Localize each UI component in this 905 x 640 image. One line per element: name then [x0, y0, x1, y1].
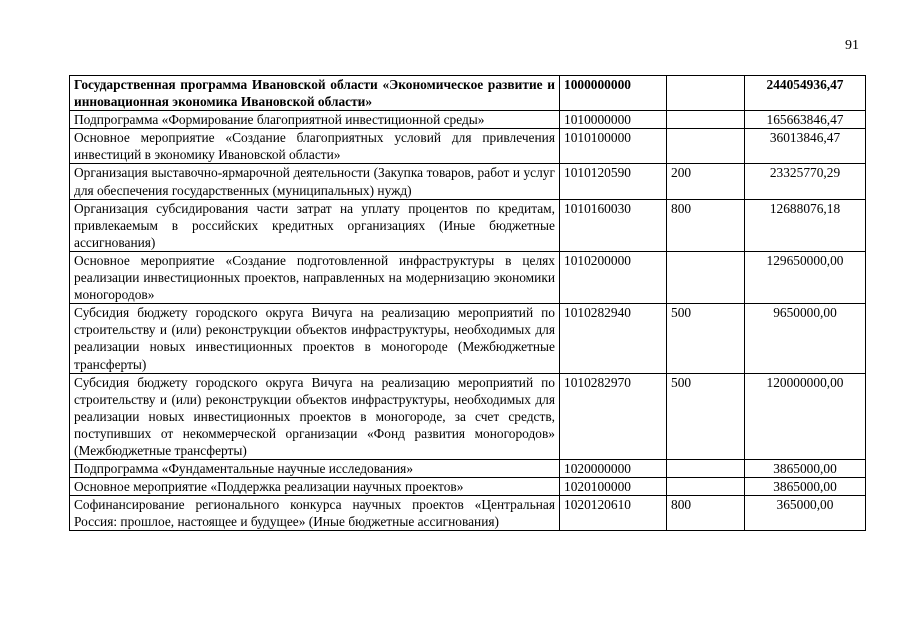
row-code-cell: 1010200000: [560, 251, 667, 303]
table-row: [70, 460, 866, 478]
row-expense-type-cell: 500: [667, 373, 745, 459]
row-code-cell: 1010160030: [560, 199, 667, 251]
row-expense-type-cell: 500: [667, 304, 745, 373]
row-expense-type-cell: [667, 129, 745, 164]
row-amount-cell: 36013846,47: [745, 129, 866, 164]
row-name-cell: Государственная программа Ивановской области «Экономическое развитие и инновационная экономика Ивановской области»: [70, 76, 560, 111]
row-name-cell: Основное мероприятие «Поддержка реализации научных проектов»: [70, 478, 560, 496]
row-amount-cell: 3865000,00: [745, 478, 866, 496]
row-amount-cell: 9650000,00: [745, 304, 866, 373]
table-row: [70, 478, 866, 496]
row-expense-type-cell: [667, 76, 745, 111]
table-row: [70, 111, 866, 129]
row-expense-type-cell: [667, 460, 745, 478]
row-amount-cell: 165663846,47: [745, 111, 866, 129]
row-amount-cell: 23325770,29: [745, 164, 866, 199]
row-amount-cell: 244054936,47: [745, 76, 866, 111]
row-amount-cell: 3865000,00: [745, 460, 866, 478]
row-expense-type-cell: [667, 251, 745, 303]
row-name-cell: Основное мероприятие «Создание благоприятных условий для привлечения инвестиций в экономику Ивановской области»: [70, 129, 560, 164]
row-amount-cell: 120000000,00: [745, 373, 866, 459]
row-code-cell: 1020120610: [560, 496, 667, 531]
table-row: [70, 304, 866, 373]
row-code-cell: 1020100000: [560, 478, 667, 496]
row-name-cell: Подпрограмма «Фундаментальные научные исследования»: [70, 460, 560, 478]
table-row: [70, 251, 866, 303]
row-code-cell: 1010120590: [560, 164, 667, 199]
row-expense-type-cell: [667, 111, 745, 129]
table-row: [70, 496, 866, 531]
budget-table: [69, 75, 866, 531]
row-amount-cell: 12688076,18: [745, 199, 866, 251]
table-row: [70, 76, 866, 111]
row-expense-type-cell: 800: [667, 496, 745, 531]
row-name-cell: Софинансирование регионального конкурса научных проектов «Центральная Россия: прошлое, настоящее и будущее» (Иные бюджетные ассигнования): [70, 496, 560, 531]
row-name-cell: Подпрограмма «Формирование благоприятной инвестиционной среды»: [70, 111, 560, 129]
row-code-cell: 1010000000: [560, 111, 667, 129]
row-name-cell: Организация выставочно-ярмарочной деятельности (Закупка товаров, работ и услуг для обеспечения государственных (муниципальных) нужд): [70, 164, 560, 199]
table-row: [70, 164, 866, 199]
row-code-cell: 1020000000: [560, 460, 667, 478]
table-row: [70, 373, 866, 459]
row-code-cell: 1010282940: [560, 304, 667, 373]
row-code-cell: 1000000000: [560, 76, 667, 111]
row-expense-type-cell: [667, 478, 745, 496]
row-amount-cell: 129650000,00: [745, 251, 866, 303]
row-name-cell: Субсидия бюджету городского округа Вичуга на реализацию мероприятий по строительству и (или) реконструкции объектов инфраструктуры, необходимых для реализации новых инвестиционных проектов в моногороде (Межбюджетные трансферты): [70, 304, 560, 373]
table-row: [70, 129, 866, 164]
row-code-cell: 1010100000: [560, 129, 667, 164]
row-code-cell: 1010282970: [560, 373, 667, 459]
row-name-cell: Организация субсидирования части затрат на уплату процентов по кредитам, привлекаемым в российских кредитных организациях (Иные бюджетные ассигнования): [70, 199, 560, 251]
row-expense-type-cell: 800: [667, 199, 745, 251]
table-row: [70, 199, 866, 251]
page-number: 91: [845, 38, 859, 53]
budget-table-body: [70, 76, 866, 531]
row-amount-cell: 365000,00: [745, 496, 866, 531]
row-expense-type-cell: 200: [667, 164, 745, 199]
row-name-cell: Основное мероприятие «Создание подготовленной инфраструктуры в целях реализации инвестиционных проектов, направленных на модернизацию экономики моногородов»: [70, 251, 560, 303]
row-name-cell: Субсидия бюджету городского округа Вичуга на реализацию мероприятий по строительству и (или) реконструкции объектов инфраструктуры, необходимых для реализации новых инвестиционных проектов в моногороде, за счет средств, поступивших от некоммерческой организации «Фонд развития моногородов» (Межбюджетные трансферты): [70, 373, 560, 459]
